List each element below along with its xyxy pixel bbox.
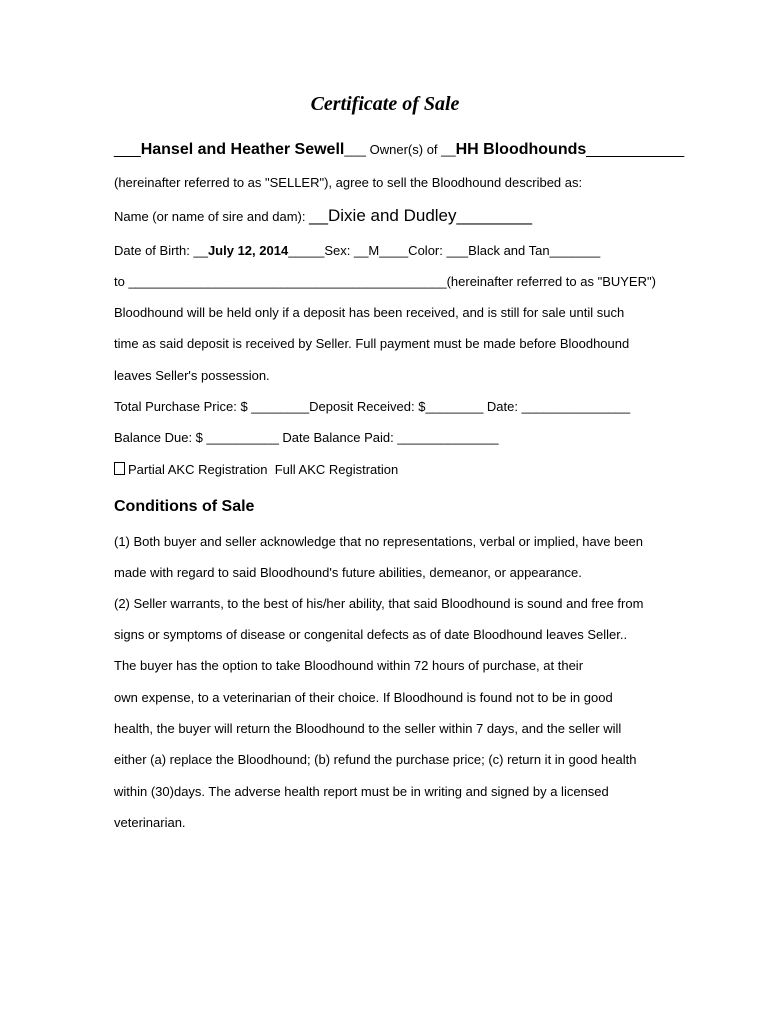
dob-label: Date of Birth: __ [114, 243, 208, 258]
sex-value: M [368, 243, 380, 258]
condition-line: own expense, to a veterinarian of their choice. If Bloodhound is found not to be in good [114, 690, 613, 705]
condition-line: health, the buyer will return the Bloodhound to the seller within 7 days, and the seller will [114, 721, 622, 736]
seller-line: (hereinafter referred to as "SELLER"), agree to sell the Bloodhound described as: [114, 175, 583, 190]
partial-registration-label: Partial AKC Registration [128, 462, 268, 477]
owners-prefix: ___ [114, 141, 141, 158]
color-suffix: _______ [549, 243, 601, 258]
owners-names: Hansel and Heather Sewell [140, 141, 345, 158]
document-title: Certificate of Sale [310, 93, 460, 115]
owners-mid: ___ Owner(s) of __ [344, 142, 456, 157]
sex-label: _____Sex: __ [288, 243, 369, 258]
partial-registration-checkbox-icon [114, 462, 125, 475]
deposit-line-3: leaves Seller's possession. [114, 368, 270, 383]
deposit-line-2: time as said deposit is received by Seller. Full payment must be made before Bloodhound [114, 336, 630, 351]
name-label: Name (or name of sire and dam): [114, 209, 310, 224]
conditions-heading: Conditions of Sale [114, 498, 255, 515]
owners-suffix: ___________ [586, 141, 685, 158]
price-line: Total Purchase Price: $ ________Deposit Received: $________ Date: _______________ [114, 399, 631, 414]
deposit-line-1: Bloodhound will be held only if a deposit has been received, and is still for sale until such [114, 305, 625, 320]
balance-line: Balance Due: $ __________ Date Balance Paid: ______________ [114, 430, 499, 445]
buyer-line: to ____________________________________________(hereinafter referred to as "BUYER") [114, 274, 656, 289]
owners-line [114, 142, 684, 158]
name-line [114, 208, 532, 225]
full-registration-label: Full AKC Registration [274, 462, 399, 477]
dob-value: July 12, 2014 [207, 243, 289, 258]
dog-name-value: __Dixie and Dudley________ [309, 206, 533, 225]
condition-line: made with regard to said Bloodhound's future abilities, demeanor, or appearance. [114, 565, 582, 580]
color-label: ____Color: ___ [379, 243, 469, 258]
condition-line: either (a) replace the Bloodhound; (b) refund the purchase price; (c) return it in good health [114, 752, 637, 767]
condition-line: veterinarian. [114, 815, 186, 830]
condition-line: signs or symptoms of disease or congenital defects as of date Bloodhound leaves Seller.. [114, 627, 628, 642]
condition-line: (1) Both buyer and seller acknowledge that no representations, verbal or implied, have been [114, 534, 643, 549]
condition-line: (2) Seller warrants, to the best of his/her ability, that said Bloodhound is sound and free from [114, 596, 644, 611]
condition-line: within (30)days. The adverse health report must be in writing and signed by a licensed [114, 784, 609, 799]
color-value: Black and Tan [468, 243, 550, 258]
condition-line: The buyer has the option to take Bloodhound within 72 hours of purchase, at their [114, 658, 584, 673]
kennel-name: HH Bloodhounds [455, 141, 587, 158]
registration-line [114, 462, 398, 478]
dob-line [114, 243, 600, 259]
